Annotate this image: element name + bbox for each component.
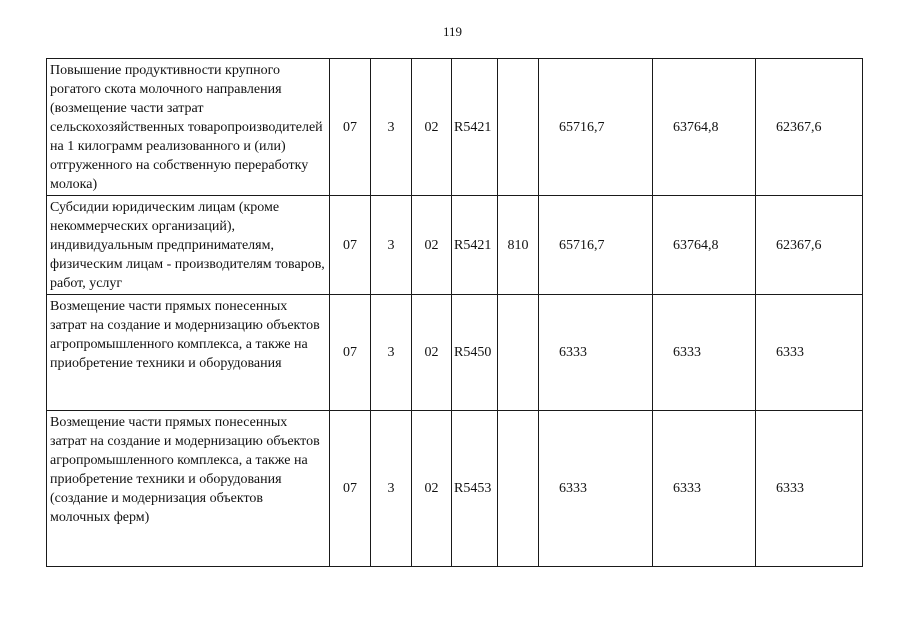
expense-type: 810 bbox=[498, 196, 539, 295]
table-row bbox=[47, 196, 863, 295]
amount-year-1: 6333 bbox=[539, 295, 653, 411]
amount-year-3: 6333 bbox=[756, 295, 863, 411]
amount-year-2: 6333 bbox=[653, 411, 756, 567]
code-program: 02 bbox=[412, 59, 452, 196]
amount-year-3: 6333 bbox=[756, 411, 863, 567]
table-row bbox=[47, 59, 863, 196]
target-code: R5421 bbox=[452, 59, 498, 196]
expense-type bbox=[498, 59, 539, 196]
amount-year-1: 6333 bbox=[539, 411, 653, 567]
expense-type bbox=[498, 295, 539, 411]
budget-table bbox=[46, 58, 863, 567]
amount-year-1: 65716,7 bbox=[539, 59, 653, 196]
row-description: Субсидии юридическим лицам (кроме некоммерческих организаций), индивидуальным предпринимателям, физическим лицам - производителям товаров, работ, услуг bbox=[47, 196, 330, 295]
amount-year-2: 63764,8 bbox=[653, 59, 756, 196]
page-number: 119 bbox=[442, 24, 463, 39]
amount-year-3: 62367,6 bbox=[756, 59, 863, 196]
target-code: R5421 bbox=[452, 196, 498, 295]
target-code: R5453 bbox=[452, 411, 498, 567]
code-subsection: 3 bbox=[371, 196, 412, 295]
code-program: 02 bbox=[412, 295, 452, 411]
row-description: Повышение продуктивности крупного рогатого скота молочного направления (возмещение части затрат сельскохозяйственных товаропроизводителей на 1 килограмм реализованного и (или) отгруженного на собственную переработку молока) bbox=[47, 59, 330, 196]
row-description: Возмещение части прямых понесенных затрат на создание и модернизацию объектов агропромышленного комплекса, а также на приобретение техники и оборудования (создание и модернизация объектов молочных ферм) bbox=[47, 411, 330, 567]
target-code: R5450 bbox=[452, 295, 498, 411]
amount-year-1: 65716,7 bbox=[539, 196, 653, 295]
code-section: 07 bbox=[330, 295, 371, 411]
table-row bbox=[47, 295, 863, 411]
code-subsection: 3 bbox=[371, 295, 412, 411]
table-row bbox=[47, 411, 863, 567]
row-description: Возмещение части прямых понесенных затрат на создание и модернизацию объектов агропромышленного комплекса, а также на приобретение техники и оборудования bbox=[47, 295, 330, 411]
code-section: 07 bbox=[330, 59, 371, 196]
code-program: 02 bbox=[412, 196, 452, 295]
amount-year-3: 62367,6 bbox=[756, 196, 863, 295]
code-section: 07 bbox=[330, 196, 371, 295]
expense-type bbox=[498, 411, 539, 567]
code-subsection: 3 bbox=[371, 411, 412, 567]
amount-year-2: 63764,8 bbox=[653, 196, 756, 295]
amount-year-2: 6333 bbox=[653, 295, 756, 411]
code-subsection: 3 bbox=[371, 59, 412, 196]
code-section: 07 bbox=[330, 411, 371, 567]
code-program: 02 bbox=[412, 411, 452, 567]
